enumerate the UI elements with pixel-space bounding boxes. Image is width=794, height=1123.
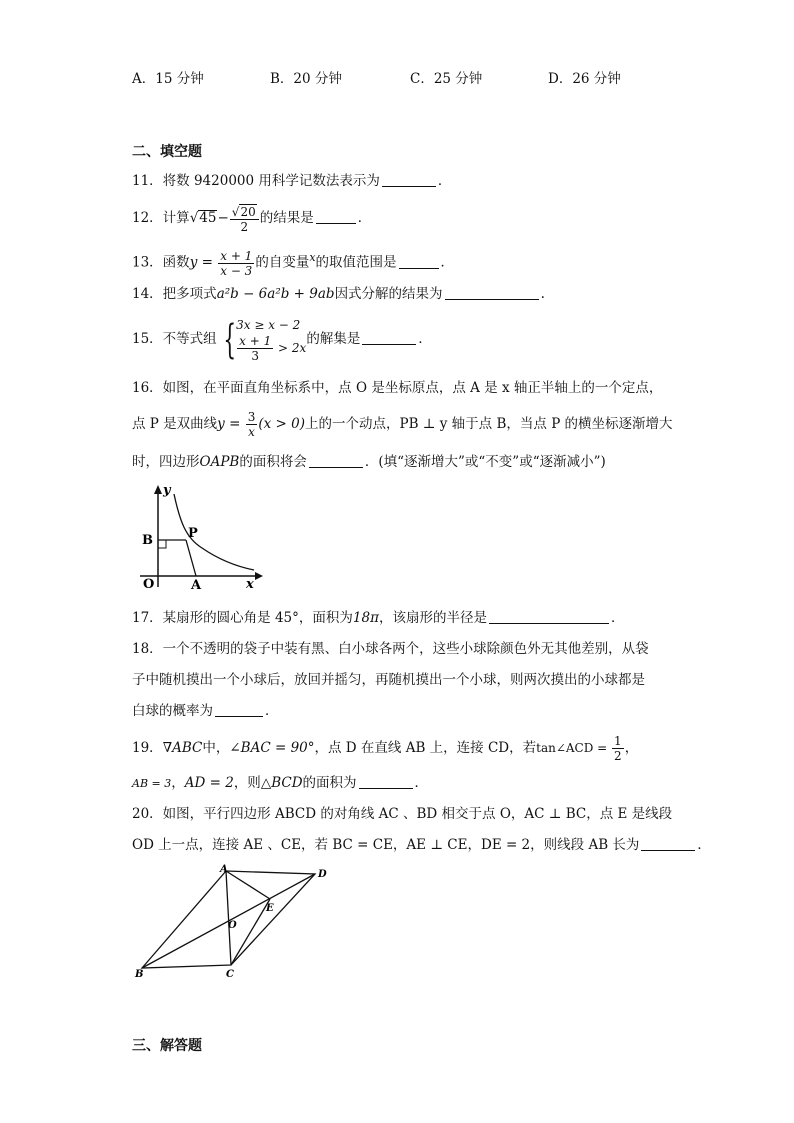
question-13: [132, 240, 454, 276]
answer-blank: [399, 254, 439, 269]
answer-blank: [309, 453, 363, 468]
option-a: A．15 分钟: [132, 71, 204, 87]
q12-den: 2: [240, 219, 249, 234]
q17-text: 17．某扇形的圆心角是 45°，面积为: [132, 610, 353, 626]
question-14: [132, 284, 545, 304]
q19-tan: tan∠ACD =: [536, 741, 612, 755]
figure-20-parallelogram: [130, 862, 330, 982]
answer-blank: [215, 702, 263, 717]
q19-l1b: 中，: [202, 740, 230, 756]
q12-end: ．: [357, 210, 372, 226]
q13-mid: 的自变量: [255, 254, 310, 271]
question-11: [132, 171, 451, 191]
q17-end: ．: [610, 610, 625, 626]
segment-pa: [186, 540, 196, 576]
answer-blank: [316, 209, 356, 224]
figure-16-hyperbola: [130, 482, 270, 592]
q13-fraction: [218, 249, 254, 278]
answer-blank: [489, 609, 609, 624]
label-c: C: [226, 969, 234, 980]
option-c: C．25 分钟: [410, 71, 483, 87]
q13-end: ．: [440, 254, 455, 271]
q12-sqrt-20: 20: [240, 204, 256, 219]
q15-end: ．: [418, 331, 432, 347]
q16-l3a: 时，四边形: [132, 454, 200, 470]
q15-post: 的解集是: [306, 331, 361, 347]
answer-blank: [362, 330, 416, 345]
q17-area: 18π: [352, 610, 379, 626]
q15-line1: 3x ≥ x − 2: [236, 318, 301, 332]
q14-post: 因式分解的结果为: [334, 286, 443, 302]
question-19-line-1: [132, 730, 638, 766]
question-15: [132, 310, 432, 368]
label-b: B: [142, 533, 153, 548]
question-17: [132, 608, 624, 628]
question-20-line-2: [132, 835, 711, 855]
question-18-line-2: 子中随机摸出一个小球后，放回并摇匀，再随机摸出一个小球，则两次摸出的小球都是: [132, 672, 645, 688]
q15-fraction: [237, 334, 273, 363]
q19-sep2: ，则: [233, 775, 261, 791]
q12-post: 的结果是: [259, 210, 314, 226]
label-x: x: [246, 577, 254, 592]
q19-angle: ∠BAC = 90°: [229, 740, 315, 756]
q16-y: y =: [217, 416, 245, 432]
q15-system: [236, 316, 306, 363]
q14-expr: a²b − 6a²b + 9ab: [216, 286, 335, 302]
answer-blank: [359, 774, 413, 789]
question-19-line-2: [132, 773, 428, 794]
q11-text: 11．将数 9420000 用科学记数法表示为: [132, 173, 380, 189]
label-a: A: [220, 864, 228, 875]
q19-l2e: 的面积为: [302, 775, 357, 791]
q19-comma: ，: [624, 740, 639, 756]
q15-num: x + 1: [239, 334, 272, 348]
label-a: A: [191, 578, 202, 592]
q19-end: ．: [414, 775, 429, 791]
q16-l3b: 的面积将会: [239, 454, 307, 470]
y-axis-arrow: [154, 485, 162, 494]
q17-post: ，该扇形的半径是: [378, 610, 487, 626]
answer-blank: [445, 285, 539, 300]
q16-num: 3: [247, 410, 256, 424]
q15-gt: > 2x: [274, 341, 307, 355]
q19-bcd: △BCD: [260, 775, 303, 791]
q12-minus: −: [217, 210, 229, 226]
x-axis-arrow: [255, 572, 263, 580]
q19-num: 1: [614, 734, 622, 748]
q20-l2a: OD 上一点，连接 AE 、CE，若 BC = CE，AE ⊥ CE，DE = 2，则线段 AB 长为: [132, 837, 640, 853]
q13-pre: 13．函数: [132, 254, 190, 271]
label-o: O: [143, 577, 155, 592]
q13-post: 的取值范围是: [315, 254, 397, 271]
q16-fraction: [246, 410, 258, 439]
option-b: B．20 分钟: [270, 71, 342, 87]
diagonal-ac: [226, 871, 231, 965]
segment-ae: [226, 871, 270, 899]
q14-pre: 14．把多项式: [132, 286, 217, 302]
hyperbola-curve: [174, 494, 254, 570]
label-b: B: [135, 969, 144, 980]
q14-end: .: [540, 286, 545, 302]
q11-end: ．: [437, 173, 452, 189]
q16-cond: (x > 0): [258, 416, 305, 432]
q13-y: y: [189, 254, 198, 271]
q13-eq: =: [197, 254, 218, 271]
question-18-line-3: [132, 701, 279, 721]
label-o: O: [228, 920, 237, 931]
q19-sep1: ，: [171, 775, 185, 791]
q19-tri: ∇ABC: [162, 740, 203, 756]
label-d: D: [318, 869, 327, 880]
question-12: 12．计算√45− $\frac{√20}{2}$ 的结果是 ．: [132, 204, 372, 234]
q16-den: x: [248, 425, 255, 439]
question-18-line-1: 18．一个不透明的袋子中装有黑、白小球各两个，这些小球除颜色外无其他差别，从袋: [132, 641, 649, 657]
q16-l3c: ．(填“逐渐增大”或“不变”或“逐渐减小”): [364, 454, 606, 470]
label-e: E: [266, 903, 274, 914]
answer-blank: [382, 172, 436, 187]
q19-ad: AD = 2: [184, 775, 234, 791]
q18-l3: 白球的概率为: [132, 703, 213, 719]
q15-pre: 15．不等式组: [132, 331, 217, 347]
section-title-fill-in: 二、填空题: [132, 144, 202, 160]
q19-fraction: [612, 734, 624, 763]
section-title-solutions: 三、解答题: [132, 1038, 202, 1054]
q16-l2a: 点 P 是双曲线: [132, 416, 218, 432]
label-p: P: [188, 526, 198, 541]
q19-den: 2: [614, 749, 622, 763]
q13-x: x: [309, 251, 316, 264]
q18-end: ．: [265, 703, 279, 719]
q16-shape: OAPB: [199, 454, 240, 470]
q19-l1a: 19．: [132, 740, 163, 756]
q12-sqrt-45: 45: [199, 210, 217, 226]
right-angle-mark: [158, 540, 166, 548]
q15-den: 3: [251, 349, 259, 363]
option-d: D．26 分钟: [548, 71, 621, 87]
q15-brace: {: [223, 316, 236, 363]
question-16-line-2: [132, 406, 673, 442]
question-16-line-3: [132, 452, 606, 472]
question-16-line-1: 16．如图，在平面直角坐标系中，点 O 是坐标原点，点 A 是 x 轴正半轴上的一个定点，: [132, 380, 663, 396]
q20-end: ．: [697, 837, 711, 853]
q12-fraction: $\frac{√20}{2}$: [230, 204, 259, 234]
question-20-line-1: 20．如图，平行四边形 ABCD 的对角线 AC 、BD 相交于点 O，AC ⊥ BC，点 E 是线段: [132, 806, 673, 822]
q13-num: x + 1: [220, 248, 253, 263]
answer-blank: [641, 836, 695, 851]
q12-pre: 12．计算: [132, 210, 190, 226]
q16-l2b: 上的一个动点，PB ⊥ y 轴于点 B，当点 P 的横坐标逐渐增大: [304, 416, 673, 432]
q19-l1c: ，点 D 在直线 AB 上，连接 CD，若: [314, 740, 537, 756]
q13-den: x − 3: [220, 263, 253, 278]
label-y: y: [163, 483, 171, 498]
q19-ab: AB = 3: [132, 777, 172, 790]
